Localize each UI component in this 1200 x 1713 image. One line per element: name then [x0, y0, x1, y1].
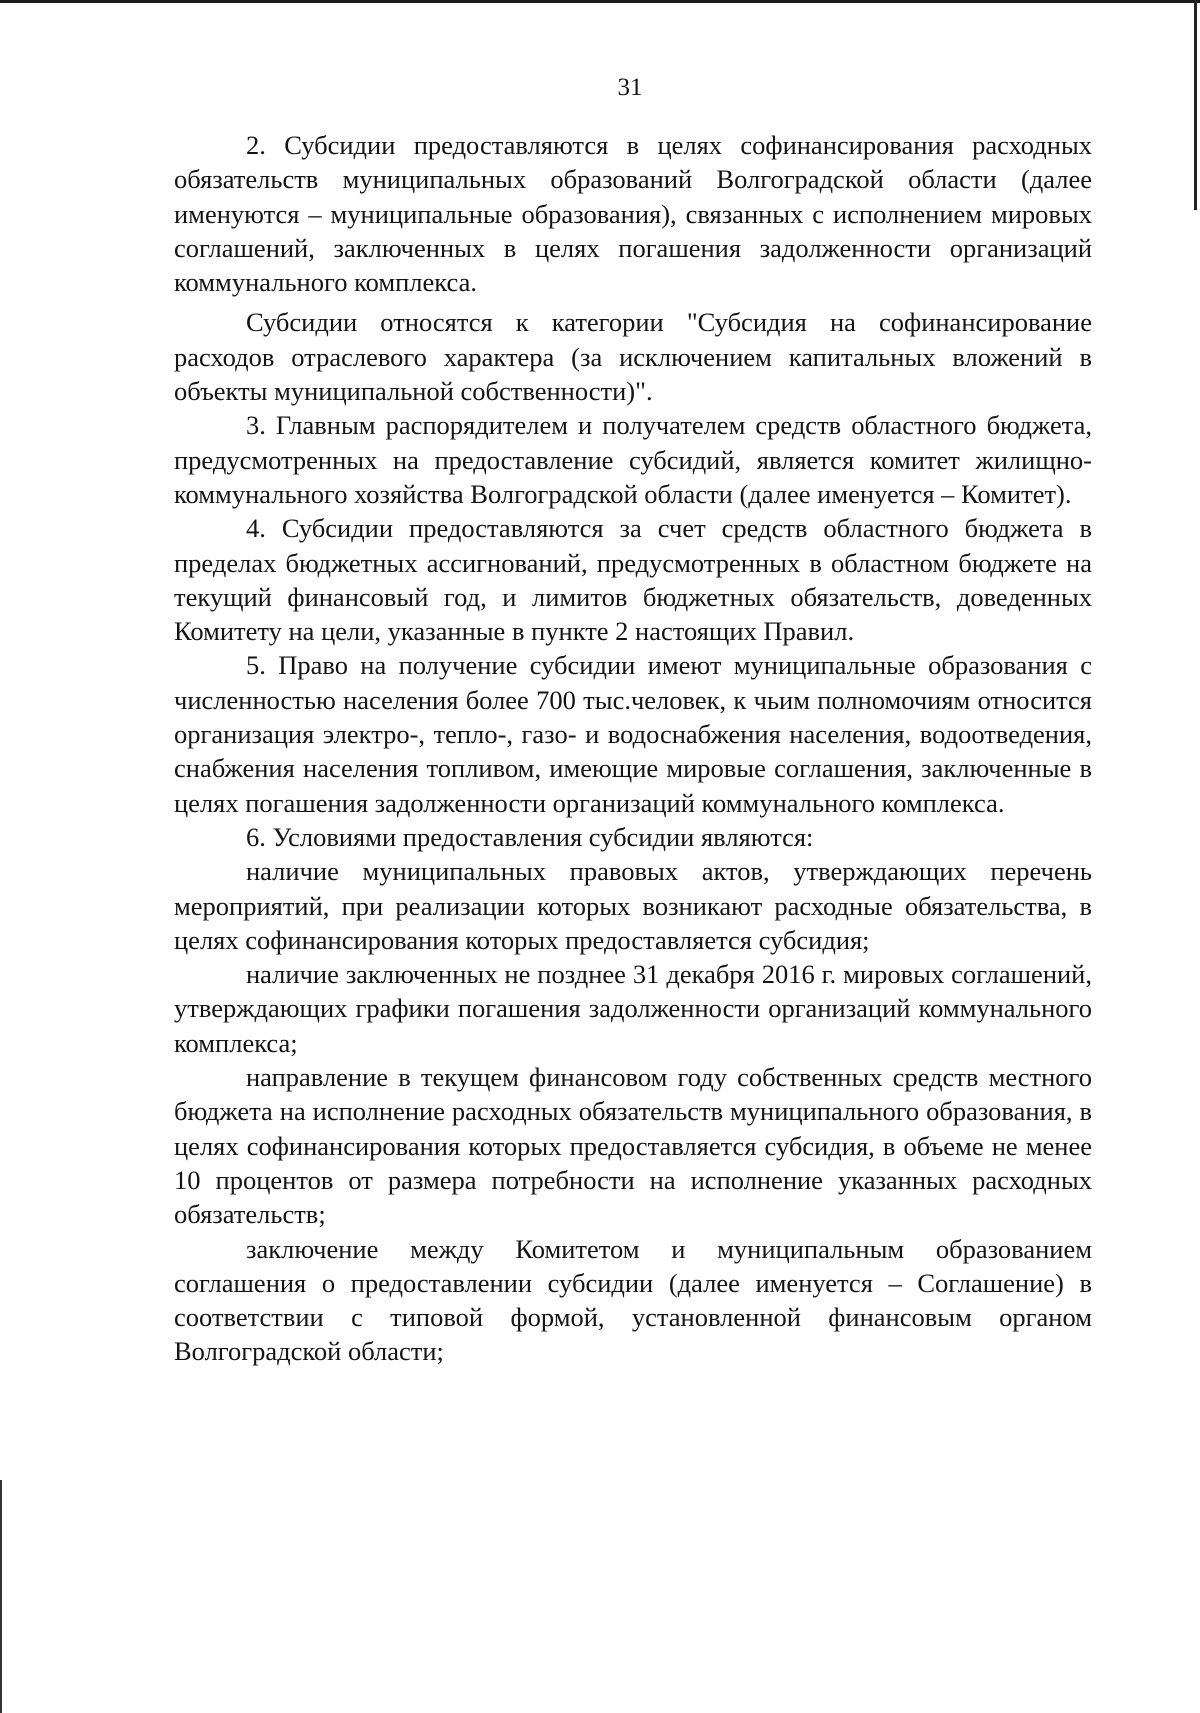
page-number: 31 — [617, 74, 643, 101]
scan-border-left — [0, 1480, 2, 1713]
paragraph-condition-local-funds: направление в текущем финансовом году собственных средств местного бюджета на исполнение расходных обязательств муниципального образования, в целях софинансирования которых предоставляется субсидия, в объеме не менее 10 процентов от размера потребности на исполнение указанных расходных обязательств; — [174, 1062, 1092, 1230]
scan-border-top — [0, 0, 1200, 3]
document-body — [174, 128, 1092, 1369]
paragraph-eligibility: 5. Право на получение субсидии имеют муниципальные образования с численностью населения более 700 тыс.человек, к чьим полномочиям относится организация электро-, тепло-, газо- и водоснабжения населения, водоотведения, снабжения населения топливом, имеющие мировые соглашения, заключенные в целях погашения задолженности организаций коммунального комплекса. — [174, 650, 1092, 818]
paragraph-subsidy-purpose: 2. Субсидии предоставляются в целях софинансирования расходных обязательств муниципальных образований Волгоградской области (далее именуются – муниципальные образования), связанных с исполнением мировых соглашений, заключенных в целях погашения задолженности организаций коммунального комплекса. — [174, 130, 1092, 298]
paragraph-conditions-heading: 6. Условиями предоставления субсидии являются: — [246, 821, 814, 852]
paragraph-main-administrator: 3. Главным распорядителем и получателем средств областного бюджета, предусмотренных на предоставление субсидий, является комитет жилищно-коммунального хозяйства Волгоградской области (далее именуется – Комитет). — [174, 410, 1092, 509]
scan-border-right — [1194, 0, 1197, 210]
paragraph-condition-settlements: наличие заключенных не позднее 31 декабря 2016 г. мировых соглашений, утверждающих графики погашения задолженности организаций коммунального комплекса; — [174, 959, 1092, 1058]
paragraph-funding-source: 4. Субсидии предоставляются за счет средств областного бюджета в пределах бюджетных ассигнований, предусмотренных в областном бюджете на текущий финансовый год, и лимитов бюджетных обязательств, доведенных Комитету на цели, указанные в пункте 2 настоящих Правил. — [174, 513, 1092, 647]
paragraph-condition-agreement: заключение между Комитетом и муниципальным образованием соглашения о предоставлении субсидии (далее именуется – Соглашение) в соответствии с типовой формой, установленной финансовым органом Волгоградской области; — [174, 1233, 1092, 1367]
paragraph-subsidy-category: Субсидии относятся к категории "Субсидия на софинансирование расходов отраслевого характера (за исключением капитальных вложений в объекты муниципальной собственности)". — [174, 307, 1092, 407]
paragraph-condition-legal-acts: наличие муниципальных правовых актов, утверждающих перечень мероприятий, при реализации которых возникают расходные обязательства, в целях софинансирования которых предоставляется субсидия; — [174, 856, 1092, 955]
